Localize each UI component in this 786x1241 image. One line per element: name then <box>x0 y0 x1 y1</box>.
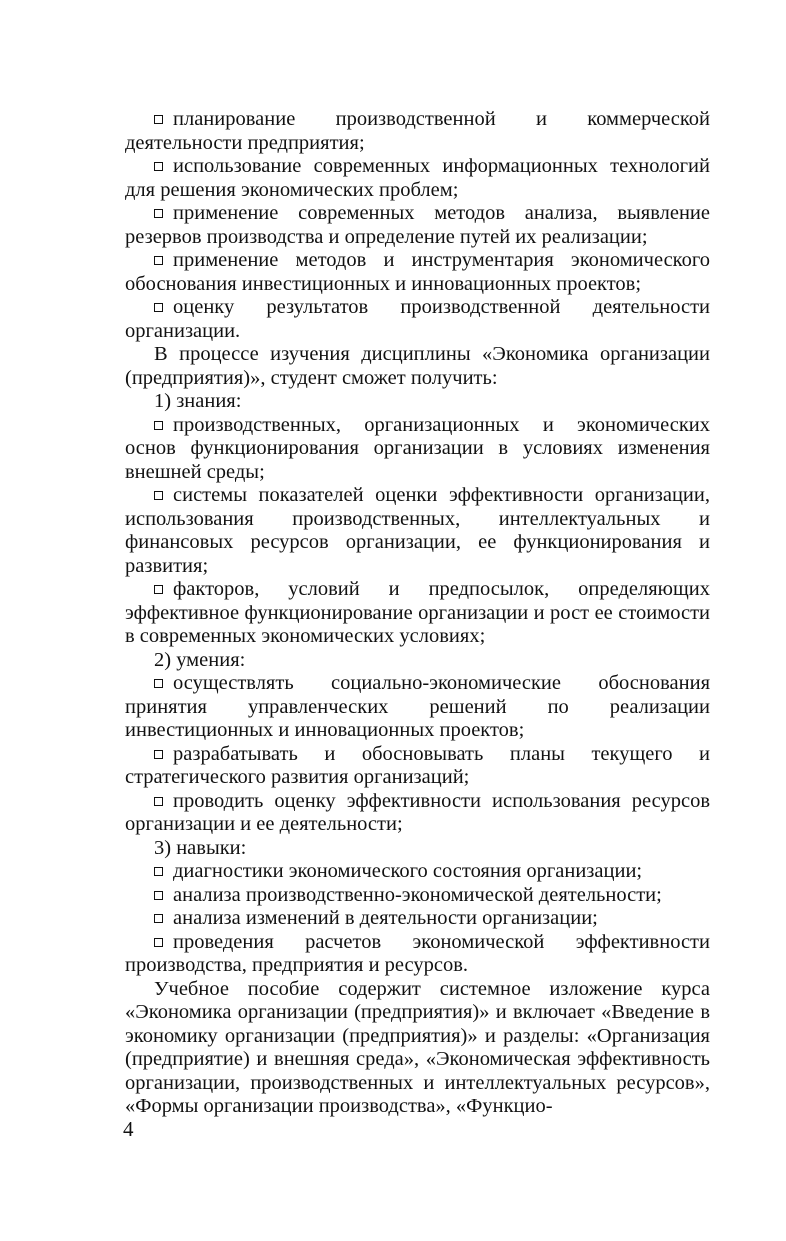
section-heading: 1) знания: <box>154 390 242 412</box>
bullet-item: разрабатывать и обосновывать планы текущего и стратегического развития организаций; <box>125 742 710 788</box>
paragraph: В процессе изучения дисциплины «Экономика организации (предприятия)», студент сможет получить: <box>125 343 710 389</box>
bullet-item: оценку результатов производственной деятельности организации. <box>125 296 710 342</box>
bullet-item: проводить оценку эффективности использования ресурсов организации и ее деятельности; <box>125 789 710 835</box>
paragraph: Учебное пособие содержит системное изложение курса «Экономика организации (предприятия)» и включает «Введение в экономику организации (предприятия)» и разделы: «Организация (предприятие) и внешняя среда», «Экономическая эффективность организации, производственных и интеллектуальных ресурсов», «Формы организации производства», «Функцио- <box>125 977 710 1117</box>
bullet-item: применение современных методов анализа, выявление резервов производства и определение путей их реализации; <box>125 202 710 248</box>
bullet-item: планирование производственной и коммерческой деятельности предприятия; <box>125 108 710 154</box>
bullet-item: осуществлять социально-экономические обоснования принятия управленческих решений по реализации инвестиционных и инновационных проектов; <box>125 672 710 741</box>
bullet-item: проведения расчетов экономической эффективности производства, предприятия и ресурсов. <box>125 930 710 976</box>
bullet-item: использование современных информационных технологий для решения экономических проблем; <box>125 155 710 201</box>
page-body <box>125 108 710 1119</box>
page-number: 4 <box>123 1117 134 1141</box>
bullet-item: производственных, организационных и экономических основ функционирования организации в условиях изменения внешней среды; <box>125 413 710 483</box>
section-heading: 2) умения: <box>154 648 246 671</box>
bullet-item: факторов, условий и предпосылок, определяющих эффективное функционирование организации и рост ее стоимости в современных экономических условиях; <box>125 578 710 647</box>
bullet-item: диагностики экономического состояния организации; <box>125 860 710 884</box>
section-heading: 3) навыки: <box>154 836 247 859</box>
bullet-item: анализа производственно-экономической деятельности; <box>125 884 710 908</box>
bullet-item: системы показателей оценки эффективности организации, использования производственных, интеллектуальных и финансовых ресурсов организации, ее функционирования и развития; <box>125 484 710 577</box>
bullet-item: применение методов и инструментария экономического обоснования инвестиционных и инновационных проектов; <box>125 249 710 295</box>
bullet-item: анализа изменений в деятельности организации; <box>125 907 710 931</box>
